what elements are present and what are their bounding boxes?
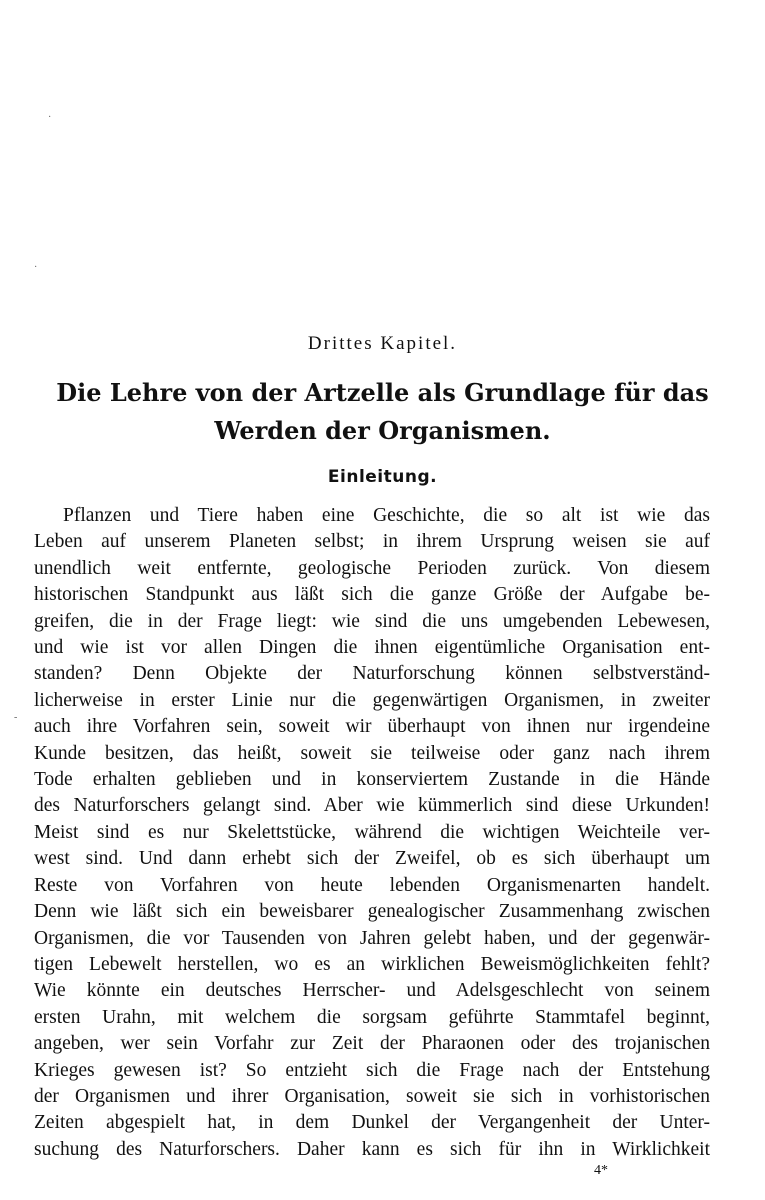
- text-line: licherweise in erster Linie nur die gegenwärtigen Organismen, in zweiter: [34, 689, 710, 711]
- chapter-title: [30, 374, 735, 450]
- text-line: der Organismen und ihrer Organisation, soweit sie sich in vorhistorischen: [34, 1085, 710, 1107]
- text-line: Meist sind es nur Skelettstücke, während die wichtigen Weichteile ver-: [34, 821, 710, 843]
- text-line: Leben auf unserem Planeten selbst; in ihrem Ursprung weisen sie auf: [34, 531, 710, 553]
- text-line: Reste von Vorfahren von heute lebenden Organismenarten handelt.: [34, 874, 710, 896]
- text-line: suchung des Naturforschers. Daher kann es sich für ihn in Wirklichkeit: [34, 1138, 710, 1160]
- scan-speck: ·: [34, 262, 38, 273]
- text-line: des Naturforschers gelangt sind. Aber wie kümmerlich sind diese Urkunden!: [34, 795, 710, 817]
- text-line: standen? Denn Objekte der Naturforschung können selbstverständ-: [34, 663, 710, 685]
- body-paragraph: [34, 503, 710, 1163]
- text-line: Kunde besitzen, das heißt, soweit sie teilweise oder ganz nach ihrem: [34, 742, 710, 764]
- text-line: und wie ist vor allen Dingen die ihnen eigentümliche Organisation ent-: [34, 637, 710, 659]
- text-line: west sind. Und dann erhebt sich der Zweifel, ob es sich überhaupt um: [34, 848, 710, 870]
- chapter-title-line: Die Lehre von der Artzelle als Grundlage für das: [56, 378, 709, 407]
- text-line: greifen, die in der Frage liegt: wie sind die uns umgebenden Lebewesen,: [34, 610, 710, 632]
- page-number: 4*: [594, 1163, 608, 1178]
- text-line: Krieges gewesen ist? So entzieht sich die Frage nach der Entstehung: [34, 1059, 710, 1081]
- text-line: Pflanzen und Tiere haben eine Geschichte, die so alt ist wie das: [63, 505, 710, 526]
- chapter-title-line: Werden der Organismen.: [214, 416, 551, 445]
- text-line: Tode erhalten geblieben und in konserviertem Zustande in die Hände: [34, 769, 710, 791]
- scan-speck: -: [14, 712, 18, 723]
- text-line: angeben, wer sein Vorfahr zur Zeit der Pharaonen oder des trojanischen: [34, 1033, 710, 1055]
- text-line: Organismen, die vor Tausenden von Jahren gelebt haben, und der gegenwär-: [34, 927, 710, 949]
- text-line: Denn wie läßt sich ein beweisbarer genealogischer Zusammenhang zwischen: [34, 901, 710, 923]
- scan-speck: ·: [48, 112, 52, 123]
- chapter-label: Drittes Kapitel.: [307, 333, 458, 354]
- text-line: unendlich weit entfernte, geologische Perioden zurück. Von diesem: [34, 557, 710, 579]
- section-heading: Einleitung.: [327, 467, 438, 487]
- text-line: auch ihre Vorfahren sein, soweit wir überhaupt von ihnen nur irgendeine: [34, 716, 710, 738]
- text-line: ersten Urahn, mit welchem die sorgsam geführte Stammtafel beginnt,: [34, 1006, 710, 1028]
- text-line: Zeiten abgespielt hat, in dem Dunkel der Vergangenheit der Unter-: [34, 1112, 710, 1134]
- text-line: tigen Lebewelt herstellen, wo es an wirklichen Beweismöglichkeiten fehlt?: [34, 953, 710, 975]
- text-line: historischen Standpunkt aus läßt sich die ganze Größe der Aufgabe be-: [34, 584, 710, 606]
- text-line: Wie könnte ein deutsches Herrscher- und Adelsgeschlecht von seinem: [34, 980, 710, 1002]
